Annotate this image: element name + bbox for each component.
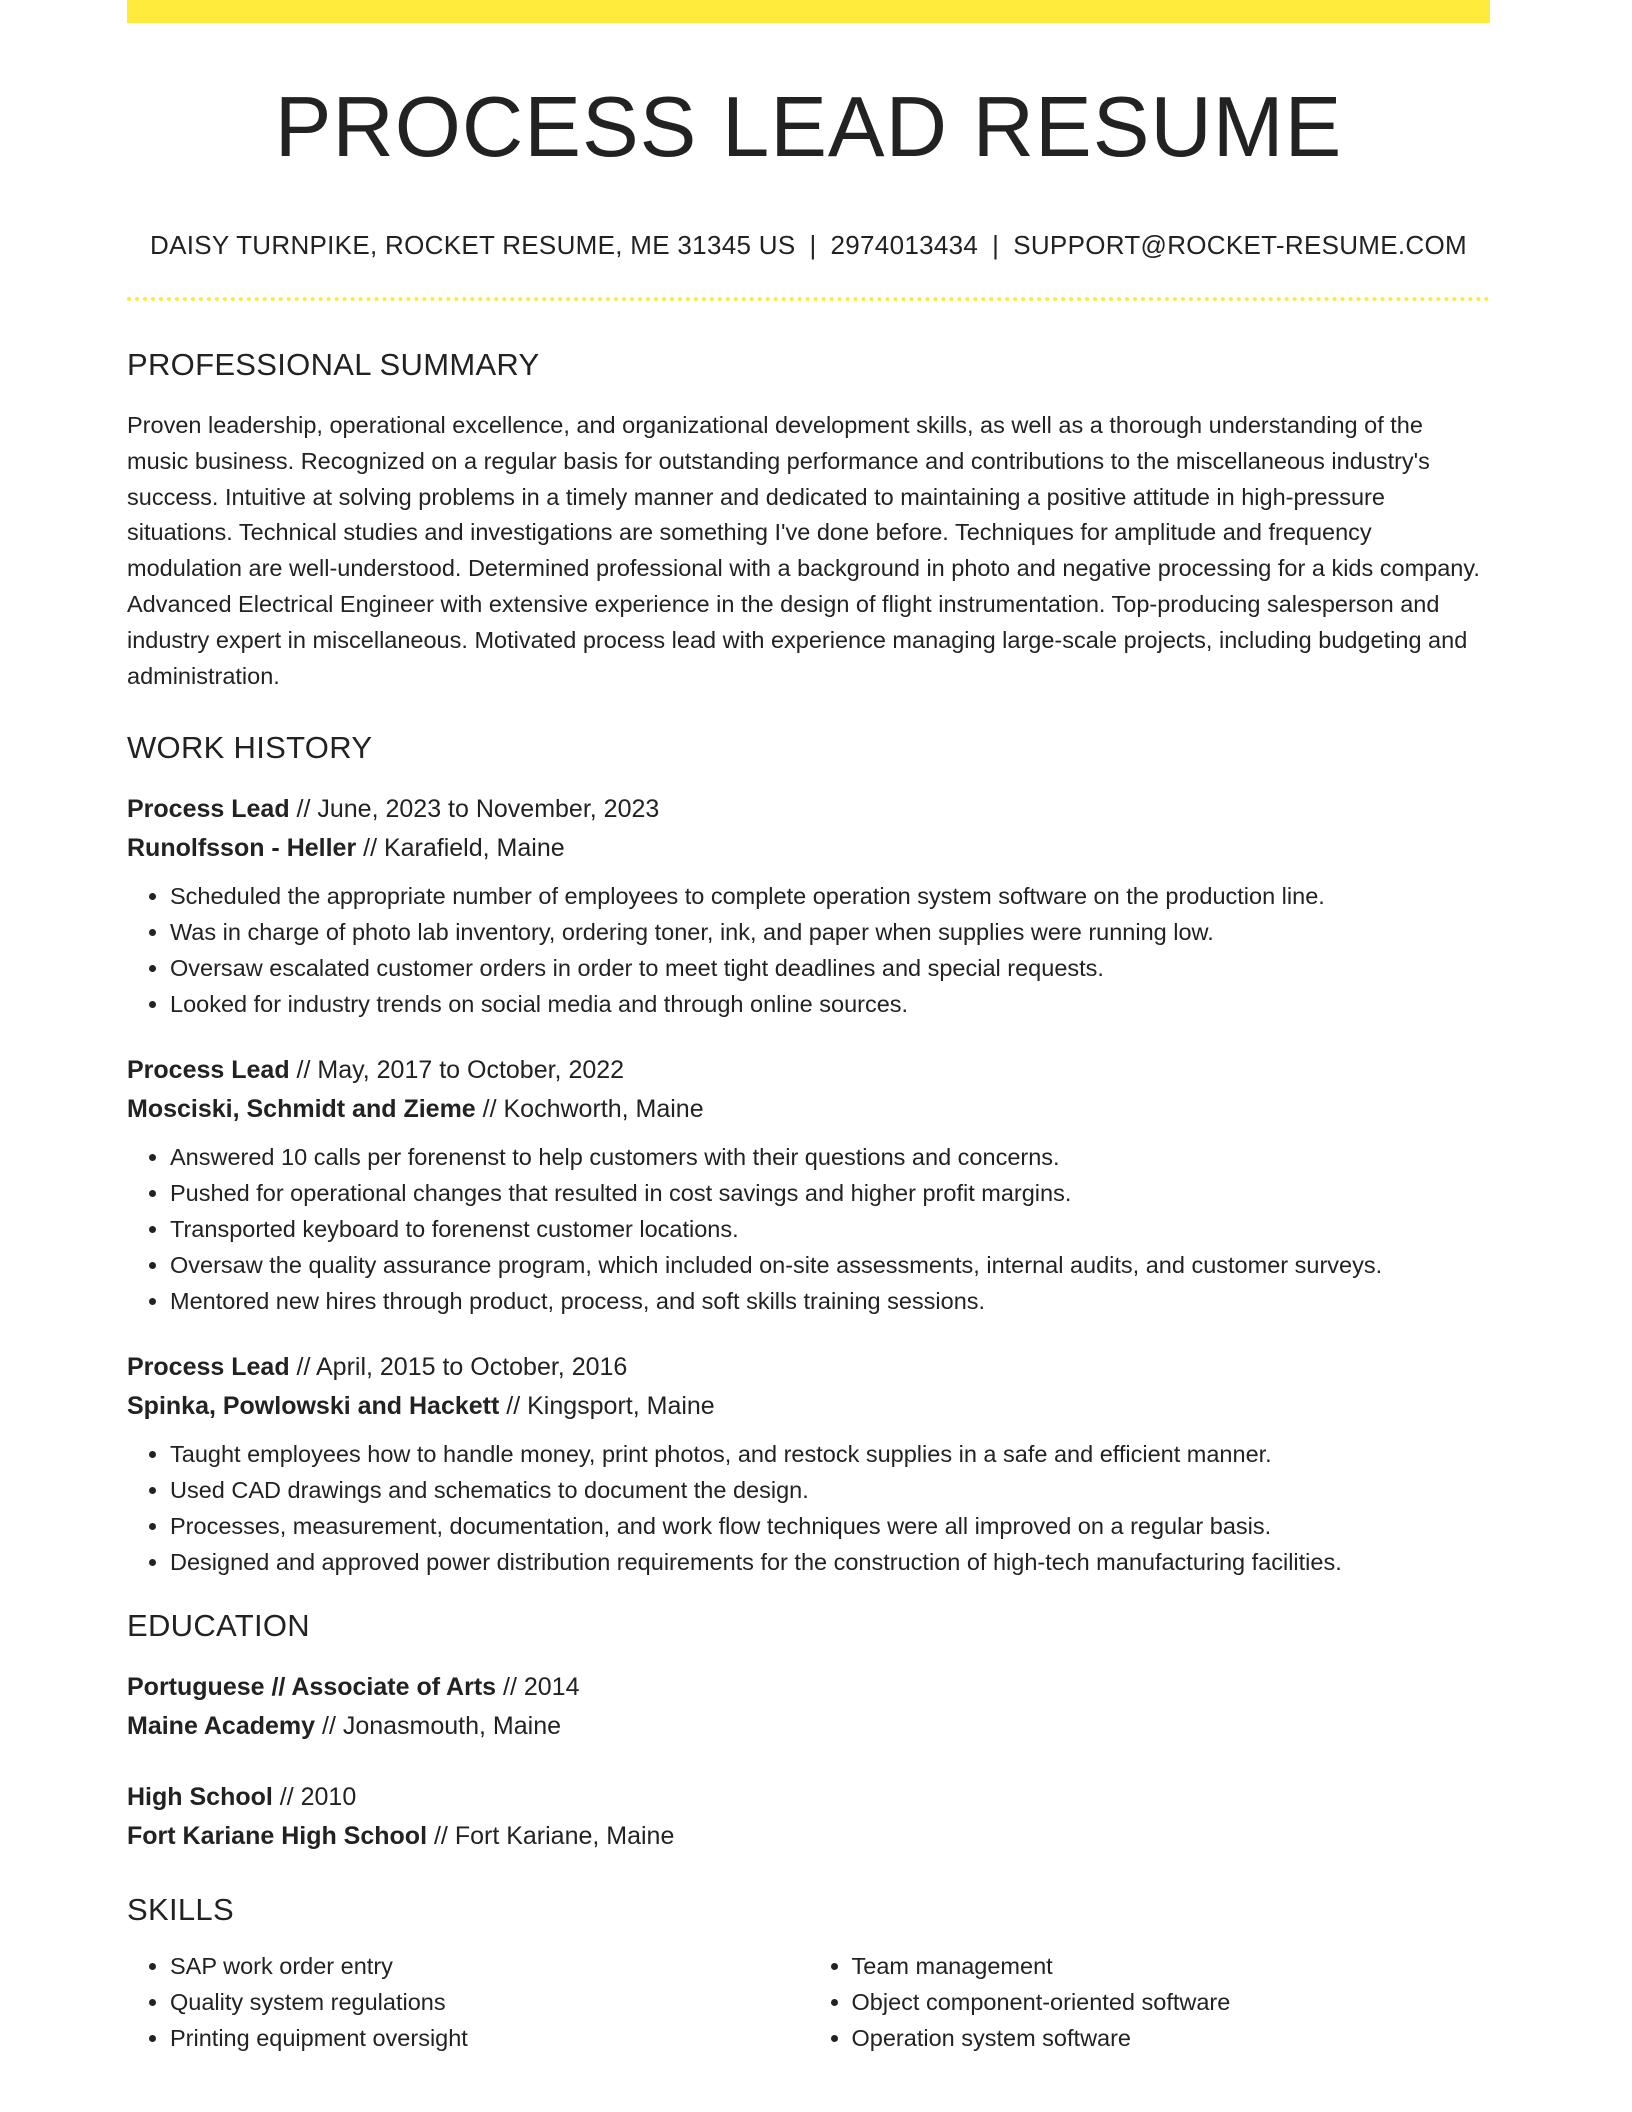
section-heading-education: EDUCATION — [127, 1608, 310, 1644]
job-location: // Karafield, Maine — [356, 834, 565, 863]
job-company: Runolfsson - Heller — [127, 834, 357, 863]
job-bullet: • Answered 10 calls per forenenst to help customers with their questions and concerns. — [170, 1139, 1490, 1175]
job-dates: // April, 2015 to October, 2016 — [289, 1353, 628, 1382]
contact-address: DAISY TURNPIKE, ROCKET RESUME, ME 31345 US — [150, 230, 796, 260]
skills-column-right — [809, 1948, 1491, 2056]
job-dates: // May, 2017 to October, 2022 — [289, 1056, 625, 1085]
skills-column-left — [127, 1948, 809, 2056]
section-heading-work: WORK HISTORY — [127, 730, 373, 766]
job-title: Process Lead — [127, 1353, 290, 1382]
skill-item: • SAP work order entry — [170, 1948, 809, 1984]
job-bullet: • Was in charge of photo lab inventory, ordering toner, ink, and paper when supplies were running low. — [170, 914, 1490, 950]
education-degree-line — [127, 1668, 1490, 1707]
contact-line — [127, 230, 1490, 261]
job-bullets — [127, 1139, 1490, 1319]
job-title-line — [127, 790, 1490, 829]
job-entry — [127, 790, 1490, 1022]
skill-item: • Object component-oriented software — [852, 1984, 1491, 2020]
education-entry — [127, 1668, 1490, 1746]
education-year: // 2010 — [272, 1783, 357, 1812]
education-year: // 2014 — [496, 1673, 580, 1702]
education-school-line — [127, 1707, 1490, 1746]
skill-item: • Quality system regulations — [170, 1984, 809, 2020]
job-bullets — [127, 878, 1490, 1022]
resume-page — [127, 0, 1490, 2056]
contact-separator: | — [809, 230, 817, 260]
job-location: // Kingsport, Maine — [499, 1392, 715, 1421]
contact-phone: 2974013434 — [830, 230, 979, 260]
job-entry — [127, 1348, 1490, 1580]
education-location: // Fort Kariane, Maine — [427, 1822, 675, 1851]
job-bullet: • Mentored new hires through product, process, and soft skills training sessions. — [170, 1283, 1490, 1319]
education-entry — [127, 1778, 1490, 1856]
education-degree: Portuguese // Associate of Arts — [127, 1673, 497, 1702]
contact-email: SUPPORT@ROCKET-RESUME.COM — [1013, 230, 1467, 260]
job-company: Spinka, Powlowski and Hackett — [127, 1392, 500, 1421]
section-heading-skills: SKILLS — [127, 1892, 234, 1928]
job-company-line — [127, 1090, 1490, 1129]
education-location: // Jonasmouth, Maine — [315, 1712, 562, 1741]
job-bullets — [127, 1436, 1490, 1580]
job-bullet: • Taught employees how to handle money, print photos, and restock supplies in a safe and efficient manner. — [170, 1436, 1490, 1472]
job-bullet: • Designed and approved power distribution requirements for the construction of high-tech manufacturing facilities. — [170, 1544, 1490, 1580]
section-heading-summary: PROFESSIONAL SUMMARY — [127, 347, 540, 382]
job-bullet: • Oversaw the quality assurance program, which included on-site assessments, internal audits, and customer surveys. — [170, 1247, 1490, 1283]
dotted-divider — [127, 297, 1490, 301]
accent-bar — [127, 0, 1490, 23]
skill-item: • Operation system software — [852, 2020, 1491, 2056]
education-school: Maine Academy — [127, 1712, 316, 1741]
job-location: // Kochworth, Maine — [475, 1095, 704, 1124]
job-bullet: • Processes, measurement, documentation, and work flow techniques were all improved on a regular basis. — [170, 1508, 1490, 1544]
education-degree-line — [127, 1778, 1490, 1817]
job-company-line — [127, 829, 1490, 868]
job-title-line — [127, 1348, 1490, 1387]
skills-grid — [127, 1948, 1490, 2056]
education-school: Fort Kariane High School — [127, 1822, 428, 1851]
summary-text: Proven leadership, operational excellence, and organizational development skills, as well as a thorough understanding of the music business. Recognized on a regular basis for outstanding performance and contributions to the miscellaneous industry's success. Intuitive at solving problems in a timely manner and dedicated to maintaining a positive attitude in high-pressure situations. Technical studies and investigations are something I've done before. Techniques for amplitude and frequency modulation are well-understood. Determined professional with a background in photo and negative processing for a kids company. Advanced Electrical Engineer with extensive experience in the design of flight instrumentation. Top-producing salesperson and industry expert in miscellaneous. Motivated process lead with experience managing large-scale projects, including budgeting and administration. — [127, 412, 1480, 689]
education-degree: High School — [127, 1783, 273, 1812]
job-bullet: • Pushed for operational changes that resulted in cost savings and higher profit margins. — [170, 1175, 1490, 1211]
resume-title: PROCESS LEAD RESUME — [274, 80, 1343, 175]
job-bullet: • Oversaw escalated customer orders in order to meet tight deadlines and special requests. — [170, 950, 1490, 986]
job-title: Process Lead — [127, 795, 290, 824]
job-bullet: • Used CAD drawings and schematics to document the design. — [170, 1472, 1490, 1508]
contact-separator: | — [992, 230, 1000, 260]
job-title-line — [127, 1051, 1490, 1090]
job-bullet: • Scheduled the appropriate number of employees to complete operation system software on the production line. — [170, 878, 1490, 914]
skill-item: • Team management — [852, 1948, 1491, 1984]
job-entry — [127, 1051, 1490, 1319]
job-company: Mosciski, Schmidt and Zieme — [127, 1095, 476, 1124]
education-school-line — [127, 1817, 1490, 1856]
job-title: Process Lead — [127, 1056, 290, 1085]
skill-item: • Printing equipment oversight — [170, 2020, 809, 2056]
job-dates: // June, 2023 to November, 2023 — [289, 795, 660, 824]
job-bullet: • Transported keyboard to forenenst customer locations. — [170, 1211, 1490, 1247]
job-company-line — [127, 1387, 1490, 1426]
job-bullet: • Looked for industry trends on social media and through online sources. — [170, 986, 1490, 1022]
